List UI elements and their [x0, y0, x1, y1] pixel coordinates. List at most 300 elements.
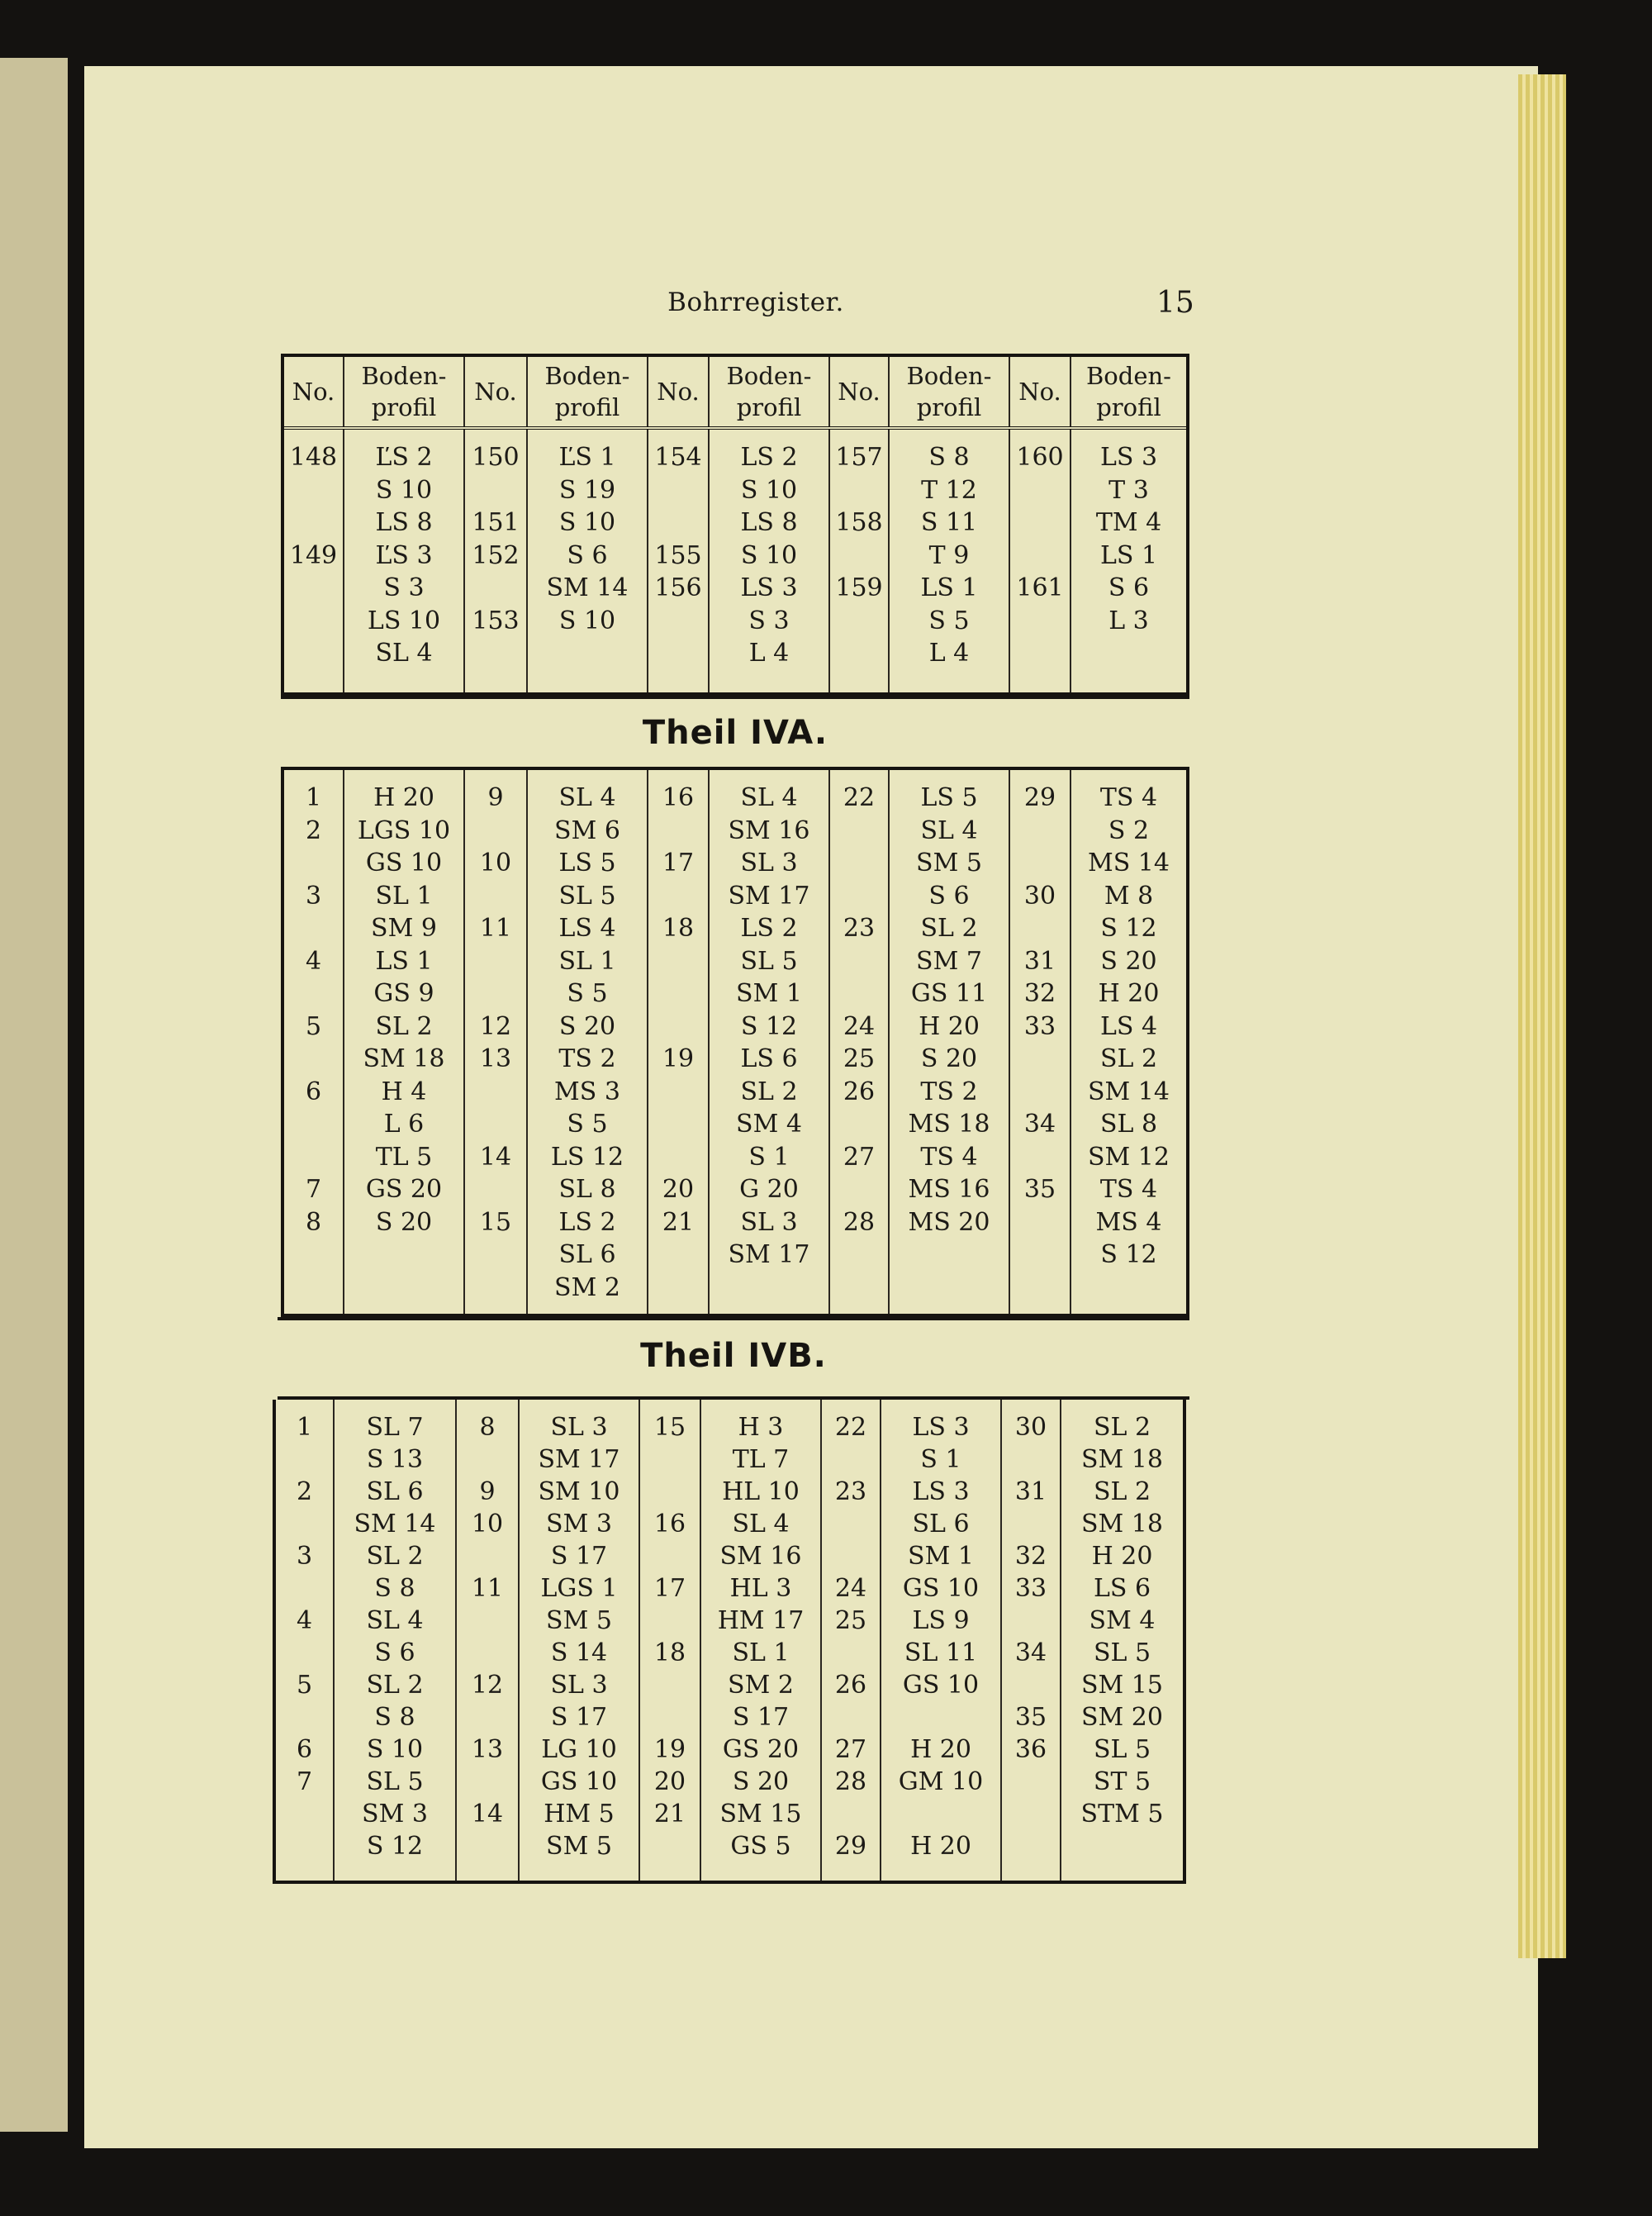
section-rule [278, 1317, 1189, 1320]
boring-number: 32 [1014, 1542, 1047, 1571]
soil-profile-entry: TS 2 [558, 1044, 616, 1073]
soil-profile-entry: S 17 [550, 1542, 608, 1571]
boring-number: 159 [835, 573, 883, 602]
boring-number: 27 [843, 1142, 876, 1172]
boring-number: 148 [289, 443, 338, 472]
number-column [648, 770, 709, 1314]
soil-profile-entry: L 4 [928, 639, 970, 668]
boring-number [640, 1443, 700, 1476]
boring-number [465, 977, 526, 1011]
boring-number: 19 [653, 1735, 686, 1764]
soil-profile-entry: S 8 [374, 1703, 415, 1732]
soil-profile-entry: GS 20 [365, 1175, 443, 1204]
boring-number [648, 880, 708, 913]
soil-profile-entry: S 12 [1100, 1240, 1157, 1269]
boring-number [465, 1076, 526, 1109]
soil-profile-entry: SM 7 [916, 946, 982, 976]
soil-profile-entry: S 6 [567, 540, 608, 570]
boring-number: 156 [654, 573, 702, 602]
soil-profile-entry: STM 5 [1080, 1800, 1164, 1828]
boring-number [648, 815, 708, 848]
number-column [464, 770, 527, 1314]
boring-number: 161 [1016, 573, 1064, 602]
boring-number: 35 [1023, 1175, 1056, 1204]
boring-number: 31 [1023, 946, 1056, 976]
soil-profile-entry: L 3 [1108, 606, 1149, 635]
section-rule [281, 696, 1189, 699]
boring-number: 5 [305, 1011, 322, 1041]
boring-number [276, 1443, 333, 1476]
column-header-bodenprofil [1070, 357, 1186, 428]
soil-profile-entry: SL 5 [558, 881, 616, 911]
soil-profile-entry: SM 9 [371, 914, 437, 943]
boring-number: 149 [289, 540, 338, 570]
boring-number [284, 572, 343, 605]
bodenprofil-column [334, 1400, 456, 1881]
boring-number [465, 945, 526, 978]
boring-number [830, 1173, 888, 1206]
table-body-row [276, 1400, 1183, 1881]
boring-number: 154 [654, 443, 702, 472]
bodenprofil-column [344, 770, 464, 1314]
soil-profile-entry: LS 2 [740, 443, 798, 472]
number-column [1009, 770, 1070, 1314]
soil-profile-entry: S 20 [558, 1011, 616, 1041]
soil-profile-entry: SM 10 [538, 1477, 620, 1506]
soil-profile-entry: SL 4 [920, 816, 978, 845]
column-header-bodenprofil [889, 357, 1009, 428]
table-theil-ivb [276, 1400, 1183, 1881]
soil-profile-entry: LS 8 [375, 508, 433, 537]
boring-number [465, 815, 526, 848]
boring-number: 150 [472, 443, 520, 472]
soil-profile-entry: S 12 [1100, 914, 1157, 943]
soil-profile-entry: LGS 1 [540, 1574, 618, 1603]
boring-number: 8 [479, 1413, 496, 1442]
boring-number: 30 [1023, 881, 1056, 911]
soil-profile-entry: LS 4 [558, 914, 616, 943]
soil-profile-entry: LS 3 [912, 1477, 970, 1506]
boring-number: 29 [834, 1832, 867, 1861]
boring-number [1010, 540, 1070, 573]
soil-profile-entry: S 17 [550, 1703, 608, 1732]
boring-number: 3 [305, 881, 322, 911]
soil-profile-entry: S 8 [928, 443, 970, 472]
soil-profile-entry: S 8 [374, 1574, 415, 1603]
soil-profile-entry: S 5 [928, 606, 970, 635]
boring-number [276, 1798, 333, 1830]
soil-profile-entry: GM 10 [898, 1767, 984, 1796]
boring-number [1010, 912, 1070, 945]
boring-number [1002, 1605, 1060, 1637]
boring-number [830, 815, 888, 848]
bodenprofil-column [1061, 1400, 1183, 1881]
boring-number [1002, 1508, 1060, 1540]
boring-number: 11 [471, 1574, 504, 1603]
bodenprofil-column [527, 428, 648, 692]
boring-number: 31 [1014, 1477, 1047, 1506]
soil-profile-entry: TM 4 [1095, 508, 1162, 537]
boring-number: 1 [305, 783, 322, 812]
soil-profile-entry: ĽS 2 [375, 443, 433, 472]
soil-profile-entry: T 3 [1108, 475, 1149, 505]
boring-number: 13 [471, 1735, 504, 1764]
soil-profile-entry: SL 5 [1093, 1638, 1151, 1667]
soil-profile-entry: GS 10 [902, 1574, 980, 1603]
soil-profile-entry: S 10 [366, 1735, 424, 1764]
boring-number: 21 [653, 1800, 686, 1828]
bodenprofil-column [889, 770, 1009, 1314]
soil-profile-entry: SM 2 [554, 1272, 620, 1302]
soil-profile-entry: LS 10 [367, 606, 441, 635]
column-header-bodenprofil-label: Boden- profil [544, 362, 630, 421]
soil-profile-entry: S 1 [748, 1142, 790, 1172]
boring-number [1010, 506, 1070, 540]
boring-number: 24 [843, 1011, 876, 1041]
boring-number [284, 1141, 343, 1174]
soil-profile-entry: S 10 [558, 606, 616, 635]
soil-profile-entry: SL 4 [558, 783, 616, 812]
soil-profile-entry: TL 5 [375, 1142, 433, 1172]
soil-profile-entry: MS 20 [908, 1207, 990, 1237]
boring-number [830, 540, 888, 573]
soil-profile-entry: MS 14 [1088, 849, 1170, 877]
soil-profile-entry: ĽS 1 [558, 443, 616, 472]
soil-profile-entry: SM 17 [728, 1240, 810, 1269]
soil-profile-entry: SM 15 [1081, 1671, 1163, 1700]
number-column [456, 1400, 519, 1881]
soil-profile-entry: LS 9 [912, 1606, 970, 1635]
soil-profile-entry: S 20 [375, 1207, 433, 1237]
boring-number [648, 1108, 708, 1141]
number-column [829, 770, 889, 1314]
boring-number: 10 [479, 849, 512, 877]
bodenprofil-column [709, 770, 829, 1314]
boring-number [830, 1108, 888, 1141]
soil-profile-entry: SM 16 [719, 1542, 802, 1571]
boring-number: 34 [1023, 1110, 1056, 1139]
soil-profile-entry: H 20 [910, 1735, 971, 1764]
soil-profile-entry: SL 5 [366, 1767, 424, 1796]
boring-number [457, 1701, 518, 1733]
boring-number [822, 1508, 880, 1540]
column-header-no [829, 357, 889, 428]
boring-number [1010, 1206, 1070, 1239]
column-header-no-label: No. [1018, 378, 1061, 406]
boring-number [1010, 1141, 1070, 1174]
soil-profile-entry: S 3 [748, 606, 790, 635]
soil-profile-entry: MS 4 [1095, 1207, 1162, 1237]
boring-number [1010, 1076, 1070, 1109]
soil-profile-entry: S 2 [1108, 816, 1150, 845]
number-column [276, 1400, 334, 1881]
boring-number: 25 [834, 1606, 867, 1635]
soil-profile-entry: SL 3 [550, 1413, 608, 1442]
soil-profile-entry: SL 3 [740, 849, 798, 877]
boring-number: 22 [843, 783, 876, 812]
boring-number [822, 1540, 880, 1572]
boring-number: 8 [305, 1207, 322, 1237]
soil-profile-entry: GS 5 [730, 1832, 791, 1861]
boring-number [648, 977, 708, 1011]
soil-profile-entry: S 20 [920, 1044, 978, 1073]
soil-profile-entry: H 4 [381, 1077, 427, 1106]
column-header-no [1009, 357, 1070, 428]
soil-profile-entry: S 12 [740, 1011, 798, 1041]
soil-profile-entry: S 10 [740, 475, 798, 505]
boring-number [648, 1076, 708, 1109]
boring-number: 153 [472, 606, 520, 635]
boring-number [465, 1173, 526, 1206]
soil-profile-entry: GS 9 [373, 979, 434, 1008]
soil-profile-entry: SM 14 [546, 573, 629, 602]
boring-number [276, 1830, 333, 1862]
boring-number: 11 [479, 914, 512, 943]
soil-profile-entry: S 19 [558, 475, 616, 505]
boring-number [822, 1443, 880, 1476]
boring-number: 35 [1014, 1703, 1047, 1732]
table-block-theil-ivb [273, 1400, 1186, 1884]
boring-number [830, 977, 888, 1011]
number-column [639, 1400, 700, 1881]
soil-profile-entry: S 3 [383, 573, 425, 602]
soil-profile-entry: S 10 [558, 508, 616, 537]
boring-number [284, 637, 343, 670]
soil-profile-entry: LS 3 [912, 1413, 970, 1442]
boring-number [822, 1637, 880, 1669]
boring-number: 151 [472, 508, 520, 537]
boring-number: 26 [843, 1077, 876, 1106]
boring-number: 14 [471, 1800, 504, 1828]
boring-number: 23 [834, 1477, 867, 1506]
boring-number: 19 [662, 1044, 695, 1073]
boring-number [648, 474, 708, 507]
boring-number: 160 [1016, 443, 1064, 472]
bodenprofil-column [344, 428, 464, 692]
boring-number: 16 [653, 1510, 686, 1538]
soil-profile-entry: SL 6 [366, 1477, 424, 1506]
number-column [829, 428, 889, 692]
soil-profile-entry: SM 12 [1088, 1142, 1170, 1172]
boring-number [457, 1766, 518, 1798]
soil-profile-entry: S 14 [550, 1638, 608, 1667]
number-column [1001, 1400, 1061, 1881]
boring-number: 22 [834, 1413, 867, 1442]
column-header-no-label: No. [657, 378, 700, 406]
boring-number: 15 [653, 1413, 686, 1442]
soil-profile-entry: MS 3 [554, 1077, 620, 1106]
soil-profile-entry: SL 8 [558, 1175, 616, 1204]
column-header-no-label: No. [838, 378, 881, 406]
boring-number: 17 [662, 849, 695, 877]
soil-profile-entry: SL 7 [366, 1413, 424, 1442]
boring-number [284, 912, 343, 945]
boring-number: 28 [843, 1207, 876, 1237]
boring-number [1010, 1043, 1070, 1076]
soil-profile-entry: SM 1 [736, 979, 802, 1008]
boring-number: 152 [472, 540, 520, 570]
boring-number: 24 [834, 1574, 867, 1603]
boring-number: 2 [296, 1477, 313, 1506]
soil-profile-entry: TS 4 [920, 1142, 978, 1172]
number-column [648, 428, 709, 692]
soil-profile-entry: LS 8 [740, 508, 798, 537]
boring-number [1002, 1766, 1060, 1798]
soil-profile-entry: S 20 [1100, 946, 1157, 976]
soil-profile-entry: TS 2 [920, 1077, 978, 1106]
boring-number: 18 [662, 914, 695, 943]
boring-number [640, 1476, 700, 1508]
bodenprofil-column [881, 1400, 1001, 1881]
boring-number [465, 474, 526, 507]
boring-number: 26 [834, 1671, 867, 1700]
soil-profile-entry: SM 16 [728, 816, 810, 845]
boring-number: 20 [653, 1767, 686, 1796]
boring-number [830, 945, 888, 978]
soil-profile-entry: S 6 [374, 1638, 415, 1667]
boring-number: 10 [471, 1510, 504, 1538]
soil-profile-entry: G 20 [739, 1175, 799, 1204]
soil-profile-entry: SL 3 [550, 1671, 608, 1700]
boring-number [830, 637, 888, 670]
boring-number: 12 [479, 1011, 512, 1041]
soil-profile-entry: LS 1 [920, 573, 978, 602]
soil-profile-entry: SL 2 [375, 1011, 433, 1041]
soil-profile-entry: GS 10 [902, 1671, 980, 1700]
soil-profile-entry: SM 20 [1081, 1703, 1163, 1732]
soil-profile-entry: SL 6 [912, 1510, 970, 1538]
boring-number [1010, 474, 1070, 507]
boring-number [284, 977, 343, 1011]
boring-number [465, 880, 526, 913]
soil-profile-entry: ST 5 [1093, 1767, 1151, 1796]
soil-profile-entry: SL 6 [558, 1240, 616, 1269]
number-column [464, 428, 527, 692]
boring-number [640, 1605, 700, 1637]
column-header-bodenprofil [344, 357, 464, 428]
boring-number [640, 1830, 700, 1862]
soil-profile-entry: LS 5 [920, 783, 978, 812]
soil-profile-entry: SM 5 [546, 1606, 612, 1635]
boring-number [465, 572, 526, 605]
soil-profile-entry: SM 3 [362, 1800, 428, 1828]
bodenprofil-column [709, 428, 829, 692]
soil-profile-entry: SM 17 [728, 881, 810, 911]
boring-number: 33 [1014, 1574, 1047, 1603]
soil-profile-entry: LS 3 [740, 573, 798, 602]
boring-number: 155 [654, 540, 702, 570]
soil-profile-entry: SM 4 [736, 1110, 802, 1139]
boring-number: 36 [1014, 1735, 1047, 1764]
boring-number: 6 [305, 1077, 322, 1106]
soil-profile-entry: HL 3 [729, 1574, 792, 1603]
soil-profile-entry: H 20 [1091, 1542, 1153, 1571]
boring-number [284, 1108, 343, 1141]
soil-profile-entry: S 5 [567, 979, 608, 1008]
boring-number [457, 1605, 518, 1637]
bodenprofil-column [700, 1400, 821, 1881]
soil-profile-entry: S 13 [366, 1445, 424, 1474]
boring-number: 25 [843, 1044, 876, 1073]
boring-number: 158 [835, 508, 883, 537]
soil-profile-entry: SL 4 [366, 1606, 424, 1635]
boring-number [830, 847, 888, 880]
boring-number [457, 1540, 518, 1572]
boring-number [276, 1572, 333, 1605]
soil-profile-entry: SM 5 [916, 849, 982, 877]
soil-profile-entry: SL 2 [740, 1077, 798, 1106]
boring-number [830, 474, 888, 507]
number-column [821, 1400, 881, 1881]
column-header-bodenprofil-label: Boden- profil [1086, 362, 1171, 421]
boring-number: 34 [1014, 1638, 1047, 1667]
table-block-theil-iva [281, 770, 1189, 1317]
boring-number: 21 [662, 1207, 695, 1237]
soil-profile-entry: SL 2 [1099, 1044, 1158, 1073]
boring-number: 9 [487, 783, 504, 812]
boring-number [1010, 605, 1070, 638]
soil-profile-entry: LGS 10 [357, 816, 451, 845]
number-column [284, 770, 344, 1314]
boring-number [1002, 1669, 1060, 1701]
soil-profile-entry: H 20 [373, 783, 434, 812]
soil-profile-entry: ĽS 3 [375, 540, 433, 570]
column-header-no-label: No. [292, 378, 335, 406]
soil-profile-entry: SM 6 [554, 816, 620, 845]
column-header-bodenprofil-label: Boden- profil [726, 362, 812, 421]
table-body-row [284, 770, 1186, 1314]
soil-profile-entry: S 17 [732, 1703, 790, 1732]
soil-profile-entry: SM 1 [908, 1542, 974, 1571]
boring-number [648, 506, 708, 540]
soil-profile-entry: SL 4 [732, 1510, 790, 1538]
running-head: Bohrregister. [667, 288, 844, 317]
number-column [1009, 428, 1070, 692]
soil-profile-entry: S 6 [1108, 573, 1150, 602]
soil-profile-entry: MS 18 [908, 1110, 990, 1139]
boring-number: 17 [653, 1574, 686, 1603]
boring-number [640, 1701, 700, 1733]
soil-profile-entry: H 20 [1098, 979, 1160, 1008]
bodenprofil-column [527, 770, 648, 1314]
soil-profile-entry: LS 5 [558, 849, 616, 877]
soil-profile-entry: SM 4 [1089, 1606, 1156, 1635]
soil-profile-entry: S 20 [732, 1767, 790, 1796]
soil-profile-entry: T 9 [928, 540, 970, 570]
boring-number [640, 1669, 700, 1701]
soil-profile-entry: SL 2 [920, 914, 978, 943]
boring-number [830, 605, 888, 638]
boring-number: 157 [835, 443, 883, 472]
boring-number [457, 1443, 518, 1476]
table-top [284, 357, 1186, 692]
boring-number: 4 [296, 1606, 313, 1635]
boring-number [276, 1701, 333, 1733]
boring-number: 13 [479, 1044, 512, 1073]
column-header-no-label: No. [474, 378, 517, 406]
section-title-theil-ivb: Theil IVB. [640, 1337, 827, 1375]
soil-profile-entry: LS 6 [740, 1044, 798, 1073]
boring-number [648, 1011, 708, 1044]
boring-number: 16 [662, 783, 695, 812]
soil-profile-entry: S 5 [567, 1110, 608, 1139]
column-header-bodenprofil [709, 357, 829, 428]
boring-number: 29 [1023, 783, 1056, 812]
column-header-bodenprofil-label: Boden- profil [906, 362, 992, 421]
boring-number: 5 [296, 1671, 313, 1700]
facing-page-edge [0, 58, 68, 2132]
boring-number [648, 1141, 708, 1174]
